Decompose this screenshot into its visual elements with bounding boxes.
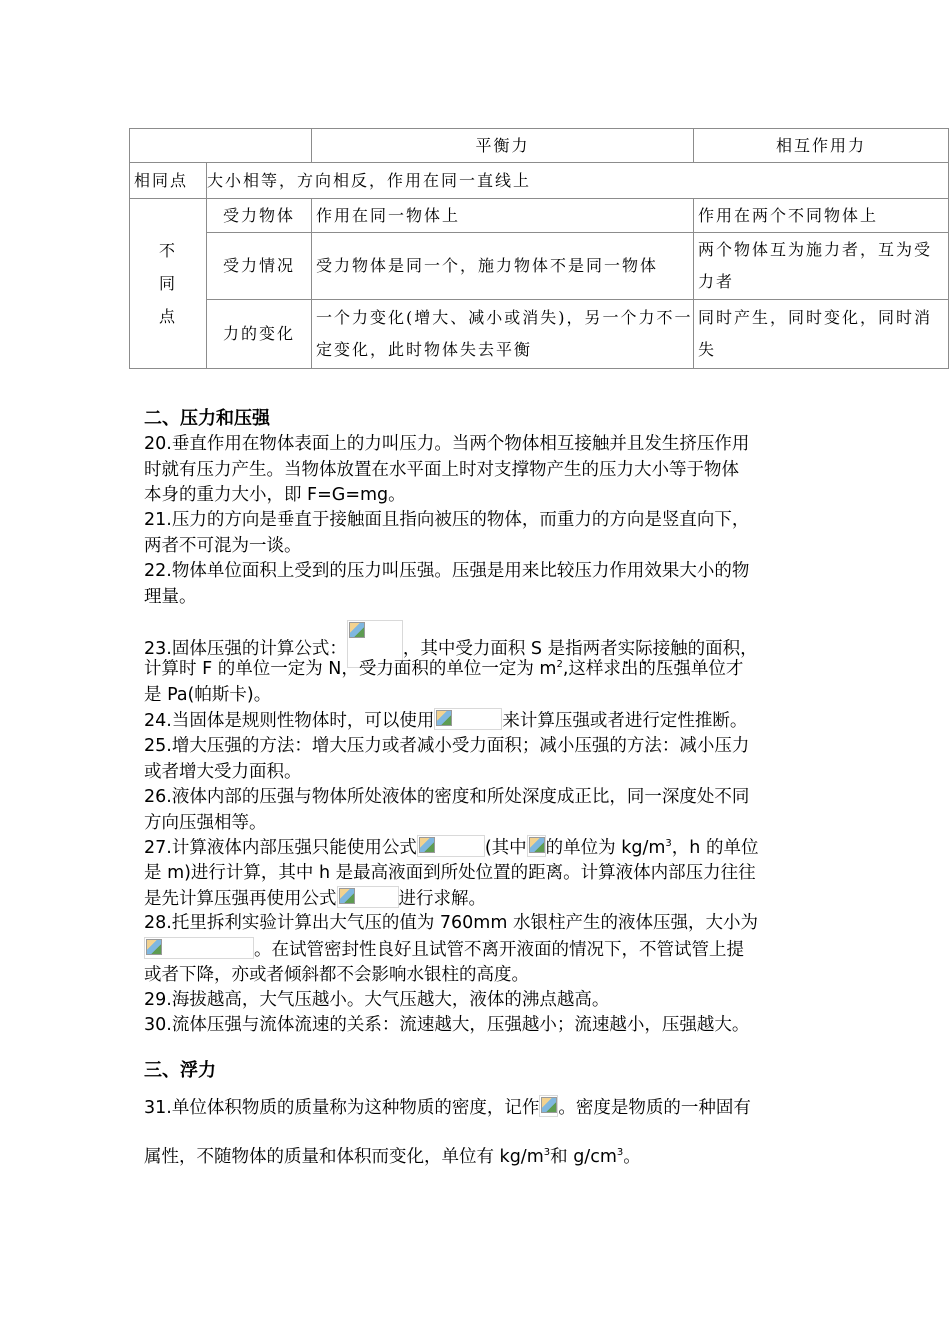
section-title-pressure: 二、压力和压强 (144, 408, 270, 429)
paragraph-31-line1: 31.单位体积物质的质量称为这种物质的密度，记作 。密度是物质的一种固有 (144, 1095, 844, 1122)
section-title-buoyancy: 三、浮力 (144, 1060, 216, 1081)
cell-interaction: 作用在两个不同物体上 (694, 199, 949, 233)
row-label-stress-situation: 受力情况 (207, 233, 312, 300)
paragraph-27-line3: 是先计算压强再使用公式 进行求解。 (144, 886, 844, 913)
same-point-label: 相同点 (130, 163, 207, 199)
table-row-same (130, 163, 949, 199)
paragraph-25: 25.增大压强的方法：增大压力或者减小受力面积；减小压强的方法：减小压力 或者增大受力面积。 (144, 736, 750, 782)
paragraph-23-line3: 是 Pa(帕斯卡)。 (144, 685, 272, 705)
cell-interaction: 同时产生，同时变化，同时消失 (694, 300, 949, 369)
formula-image-icon (337, 886, 399, 908)
rho-image-icon (527, 835, 546, 857)
paragraph-31-line2: 属性，不随物体的质量和体积而变化，单位有 $kg/m^3$和 $g/cm^3$。 (144, 1147, 641, 1167)
paragraph-24: 24.当固体是规则性物体时，可以使用 来计算压强或者进行定性推断。 (144, 708, 844, 735)
paragraph-29: 29.海拔越高，大气压越小。大气压越大，液体的沸点越高。 (144, 990, 610, 1010)
table-row (130, 233, 949, 300)
table-row (130, 300, 949, 369)
comparison-table (129, 128, 949, 369)
value-image-icon (144, 937, 254, 959)
paragraph-26: 26.液体内部的压强与物体所处液体的密度和所处深度成正比，同一深度处不同 方向压强相等。 (144, 787, 750, 833)
paragraph-21: 21.压力的方向是垂直于接触面且指向被压的物体，而重力的方向是竖直向下， 两者不可混为一谈。 (144, 510, 750, 556)
cell-balance: 作用在同一物体上 (312, 199, 694, 233)
table-row (130, 199, 949, 233)
paragraph-22: 22.物体单位面积上受到的压力叫压强。压强是用来比较压力作用效果大小的物 理量。 (144, 561, 750, 607)
paragraph-28-line1: 28.托里拆利实验计算出大气压的值为 760mm 水银柱产生的液体压强，大小为 (144, 913, 758, 933)
formula-image-icon (417, 835, 485, 857)
cell-balance: 一个力变化(增大、减小或消失)，另一个力不一定变化，此时物体失去平衡 (312, 300, 694, 369)
cell-interaction: 两个物体互为施力者，互为受力者 (694, 233, 949, 300)
row-label-stress-object: 受力物体 (207, 199, 312, 233)
same-point-text: 大小相等，方向相反，作用在同一直线上 (207, 163, 949, 199)
paragraph-27-line2: 是 m)进行计算，其中 h 是最高液面到所处位置的距离。计算液体内部压力往往 (144, 863, 756, 883)
header-balance-force: 平衡力 (312, 129, 694, 163)
paragraph-30: 30.流体压强与流体流速的关系：流速越大，压强越小；流速越小，压强越大。 (144, 1015, 750, 1035)
paragraph-28-line2: 。在试管密封性良好且试管不离开液面的情况下，不管试管上提 (144, 937, 844, 964)
table-header-row (130, 129, 949, 163)
paragraph-23-line1: 23.固体压强的计算公式： ，其中受力面积 S 是指两者实际接触的面积， (144, 620, 844, 669)
formula-image-icon (434, 708, 502, 730)
diff-point-label: 不 同 点 (130, 199, 207, 369)
cell-balance: 受力物体是同一个，施力物体不是同一物体 (312, 233, 694, 300)
row-label-force-change: 力的变化 (207, 300, 312, 369)
rho-image-icon (539, 1095, 558, 1117)
paragraph-20: 20.垂直作用在物体表面上的力叫压力。当两个物体相互接触并且发生挤压作用 时就有压力产生。当物体放置在水平面上时对支撑物产生的压力大小等于物体 本身的重力大小，即 F=G=mg。 (144, 434, 750, 506)
paragraph-27-line1: 27.计算液体内部压强只能使用公式 (其中 的单位为 $kg/m^3$，h 的单位 (144, 835, 844, 862)
table-corner-cell (130, 129, 312, 163)
header-interaction-force: 相互作用力 (694, 129, 949, 163)
paragraph-28-line3: 或者下降，亦或者倾斜都不会影响水银柱的高度。 (144, 965, 529, 985)
paragraph-23-line2: 计算时 F 的单位一定为 N，受力面积的单位一定为 $m^2$,这样求出的压强单位才 (144, 659, 744, 679)
